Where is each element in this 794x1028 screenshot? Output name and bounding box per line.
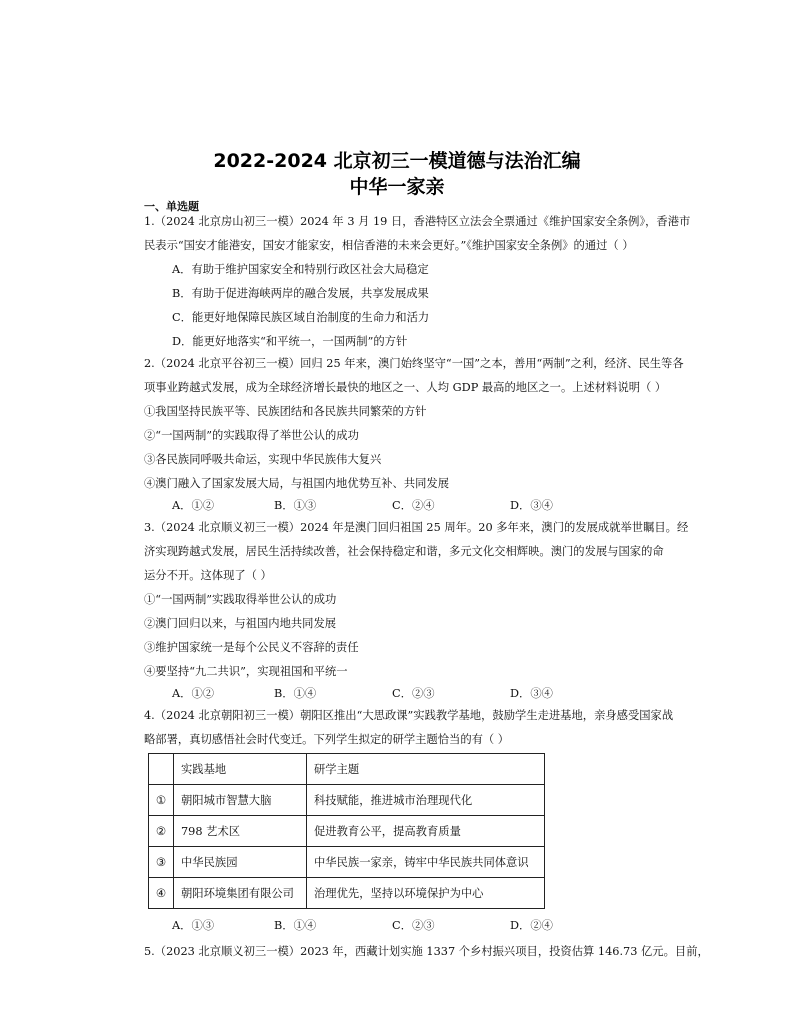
- q1-option-a: A．有助于维护国家安全和特别行政区社会大局稳定: [172, 263, 429, 276]
- table-header-cell: 研学主题: [307, 754, 545, 785]
- q3-stem-line1: 3.（2024 北京顺义初三一模）2024 年是澳门回归祖国 25 周年。20 多年来，澳门的发展成就举世瞩目。经: [144, 521, 689, 534]
- table-header-cell: 实践基地: [174, 754, 307, 785]
- q2-statement-4: ④澳门融入了国家发展大局，与祖国内地优势互补、共同发展: [144, 477, 450, 490]
- q1-option-d: D．能更好地落实“和平统一，一国两制”的方针: [172, 335, 408, 348]
- table-cell: 朝阳城市智慧大脑: [174, 785, 307, 816]
- q3-statement-1: ①“一国两制”实践取得举世公认的成功: [144, 593, 337, 606]
- q2-option-a: A．①②: [172, 499, 215, 512]
- q1-stem-line1: 1.（2024 北京房山初三一模）2024 年 3 月 19 日，香港特区立法会全票通过《维护国家安全条例》，香港市: [144, 215, 691, 228]
- table-cell: 中华民族园: [174, 847, 307, 878]
- table-row: [149, 878, 545, 909]
- q3-statement-4: ④要坚持“九二共识”，实现祖国和平统一: [144, 665, 348, 678]
- table-cell: 治理优先，坚持以环境保护为中心: [307, 878, 545, 909]
- q2-option-c: C．②④: [392, 499, 435, 512]
- q1-stem-line2: 民表示“国安才能港安，国安才能家安，相信香港的未来会更好。”《维护国家安全条例》的通过（ ）: [144, 239, 634, 252]
- table-header-row: [149, 754, 545, 785]
- table-cell: ①: [149, 785, 174, 816]
- table-cell: ②: [149, 816, 174, 847]
- table-cell: 朝阳环境集团有限公司: [174, 878, 307, 909]
- q4-stem-line1: 4.（2024 北京朝阳初三一模）朝阳区推出“大思政课”实践教学基地，鼓励学生走进基地，亲身感受国家战: [144, 709, 674, 722]
- q3-stem-line3: 运分不开。这体现了（ ）: [144, 569, 272, 582]
- q1-option-c: C．能更好地保障民族区域自治制度的生命力和活力: [172, 311, 430, 324]
- q3-statement-2: ②澳门回归以来，与祖国内地共同发展: [144, 617, 337, 630]
- q2-stem-line2: 项事业跨越式发展，成为全球经济增长最快的地区之一、人均 GDP 最高的地区之一。上述材料说明（ ）: [144, 381, 667, 394]
- table-row: [149, 847, 545, 878]
- q4-option-d: D．②④: [510, 919, 553, 932]
- q2-statement-3: ③各民族同呼吸共命运，实现中华民族伟大复兴: [144, 453, 382, 466]
- q2-statement-2: ②“一国两制”的实践取得了举世公认的成功: [144, 429, 359, 442]
- q4-option-c: C．②③: [392, 919, 435, 932]
- q3-stem-line2: 济实现跨越式发展，居民生活持续改善，社会保持稳定和谐，多元文化交相辉映。澳门的发展与国家的命: [144, 545, 664, 558]
- q2-stem-line1: 2.（2024 北京平谷初三一模）回归 25 年来，澳门始终坚守“一国”之本，善用“两制”之利，经济、民生等各: [144, 357, 684, 370]
- table-cell: 科技赋能，推进城市治理现代化: [307, 785, 545, 816]
- q4-stem-line2: 略部署，真切感悟社会时代变迁。下列学生拟定的研学主题恰当的有（ ）: [144, 733, 510, 746]
- section-heading: 一、单选题: [144, 200, 199, 213]
- q4-option-a: A．①③: [172, 919, 215, 932]
- q3-option-a: A．①②: [172, 687, 215, 700]
- table-cell: 促进教育公平，提高教育质量: [307, 816, 545, 847]
- table-cell: ③: [149, 847, 174, 878]
- q5-stem-line1: 5.（2023 北京顺义初三一模）2023 年，西藏计划实施 1337 个乡村振兴项目，投资估算 146.73 亿元。目前，: [144, 945, 709, 958]
- q4-study-topic-table: [148, 753, 545, 909]
- table-cell: ④: [149, 878, 174, 909]
- q2-option-d: D．③④: [510, 499, 553, 512]
- table-row: [149, 816, 545, 847]
- table-header-cell: [149, 754, 174, 785]
- q3-option-d: D．③④: [510, 687, 553, 700]
- q2-statement-1: ①我国坚持民族平等、民族团结和各民族共同繁荣的方针: [144, 405, 427, 418]
- q3-statement-3: ③维护国家统一是每个公民义不容辞的责任: [144, 641, 359, 654]
- q4-option-b: B．①④: [274, 919, 317, 932]
- document-title: 2022-2024 北京初三一模道德与法治汇编: [213, 150, 581, 172]
- table-cell: 798 艺术区: [174, 816, 307, 847]
- q2-option-b: B．①③: [274, 499, 317, 512]
- q3-option-c: C．②③: [392, 687, 435, 700]
- table-row: [149, 785, 545, 816]
- q3-option-b: B．①④: [274, 687, 317, 700]
- document-subtitle: 中华一家亲: [349, 176, 445, 198]
- table-cell: 中华民族一家亲，铸牢中华民族共同体意识: [307, 847, 545, 878]
- q1-option-b: B．有助于促进海峡两岸的融合发展，共享发展成果: [172, 287, 429, 300]
